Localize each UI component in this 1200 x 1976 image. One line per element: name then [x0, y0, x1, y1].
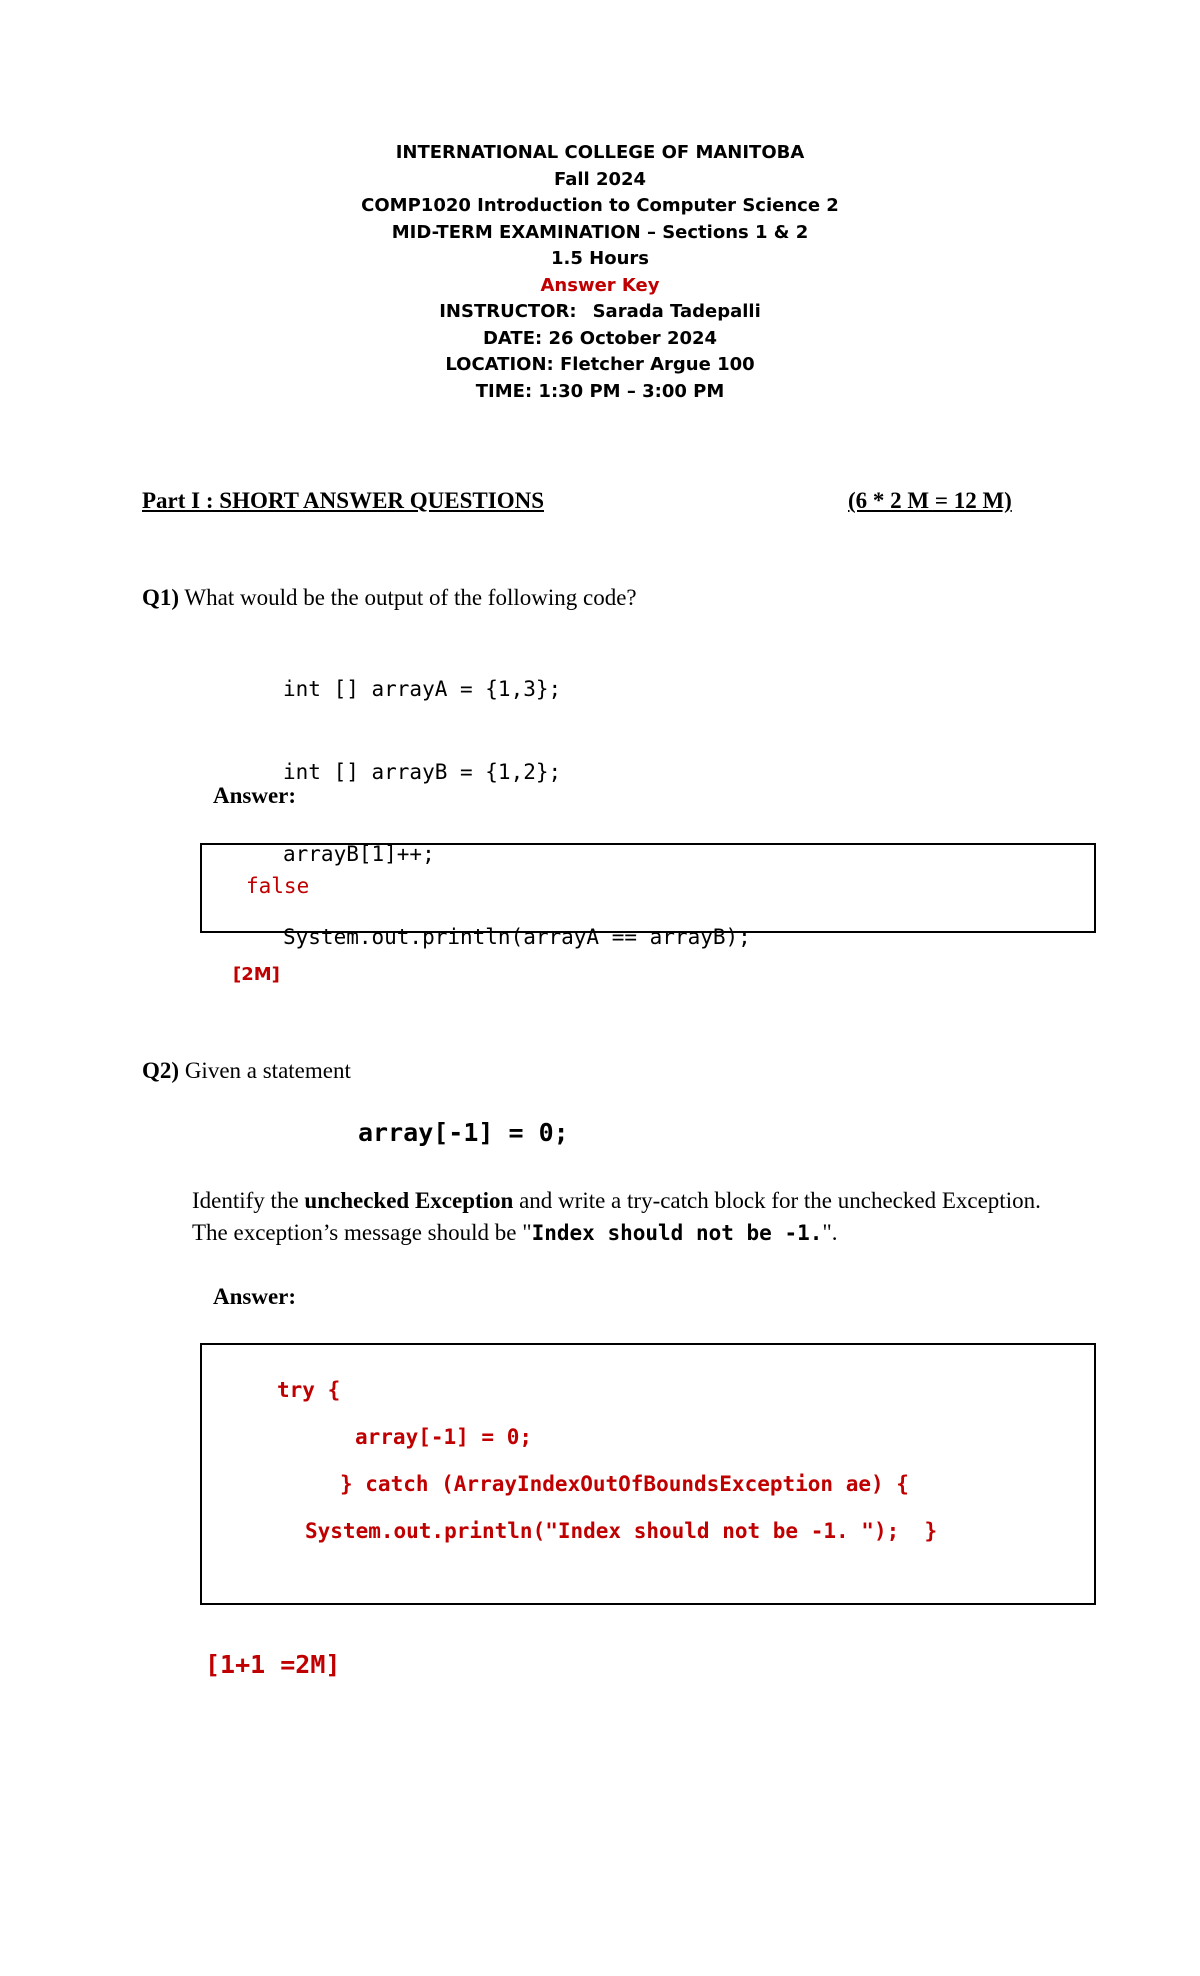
part-marks: (6 * 2 M = 12 M): [848, 488, 1012, 513]
instructor-label: INSTRUCTOR:: [439, 301, 577, 322]
q2-answer-line: } catch (ArrayIndexOutOfBoundsException ae) {: [340, 1472, 909, 1496]
q2-answer-line: System.out.println("Index should not be -1. "); }: [305, 1519, 938, 1543]
q2-answer-line: try {: [277, 1378, 341, 1402]
q2-instruction-post: ".: [822, 1220, 838, 1245]
term: Fall 2024: [553, 168, 647, 190]
answer-key-label: Answer Key: [540, 274, 660, 296]
q2-instruction-bold: unchecked Exception: [304, 1188, 514, 1213]
course-title: COMP1020 Introduction to Computer Science 2: [361, 195, 839, 216]
q2-statement: array[-1] = 0;: [358, 1118, 569, 1147]
exam-title: MID-TERM EXAMINATION – Sections 1 & 2: [391, 221, 809, 243]
instructor-name: Sarada Tadepalli: [592, 301, 761, 322]
exam-time: TIME: 1:30 PM – 3:00 PM: [475, 380, 725, 402]
part-title: Part I : SHORT ANSWER QUESTIONS: [142, 488, 544, 513]
exam-header: [0, 140, 1200, 405]
exam-location: LOCATION: Fletcher Argue 100: [445, 354, 755, 375]
q2-text: Given a statement: [184, 1058, 351, 1083]
q1-answer: false: [246, 874, 310, 898]
q1-prompt: [142, 585, 637, 611]
q2-instruction-pre: Identify the: [192, 1188, 305, 1213]
q2-marks: [1+1 =2M]: [205, 1650, 341, 1679]
q1-answer-label: Answer:: [213, 783, 297, 808]
code-line: int [] arrayA = {1,3};: [283, 677, 562, 701]
q1-marks: [2M]: [233, 964, 280, 985]
code-line: arrayB[1]++;: [283, 842, 435, 866]
q1-text: What would be the output of the following code?: [184, 585, 637, 610]
q1-label: Q1): [142, 585, 180, 610]
q2-instruction-mid: and write a try-catch block for the unchecked Exception. The exception’s message should be ": [192, 1188, 1041, 1245]
q2-instruction-code: Index should not be -1.: [531, 1221, 823, 1245]
q2-label: Q2): [142, 1058, 180, 1083]
code-line: int [] arrayB = {1,2};: [283, 759, 562, 784]
q2-answer-line: array[-1] = 0;: [355, 1425, 533, 1449]
q2-instruction: [192, 1185, 1072, 1249]
college-name: INTERNATIONAL COLLEGE OF MANITOBA: [395, 142, 805, 163]
exam-duration: 1.5 Hours: [551, 248, 649, 269]
q2-prompt: [142, 1058, 351, 1084]
q1-answer-box: [200, 843, 1096, 933]
code-line: System.out.println(arrayA == arrayB);: [283, 924, 751, 949]
q2-answer-label: Answer:: [213, 1284, 297, 1309]
exam-date: DATE: 26 October 2024: [482, 327, 718, 349]
instructor-line: [0, 299, 1200, 326]
